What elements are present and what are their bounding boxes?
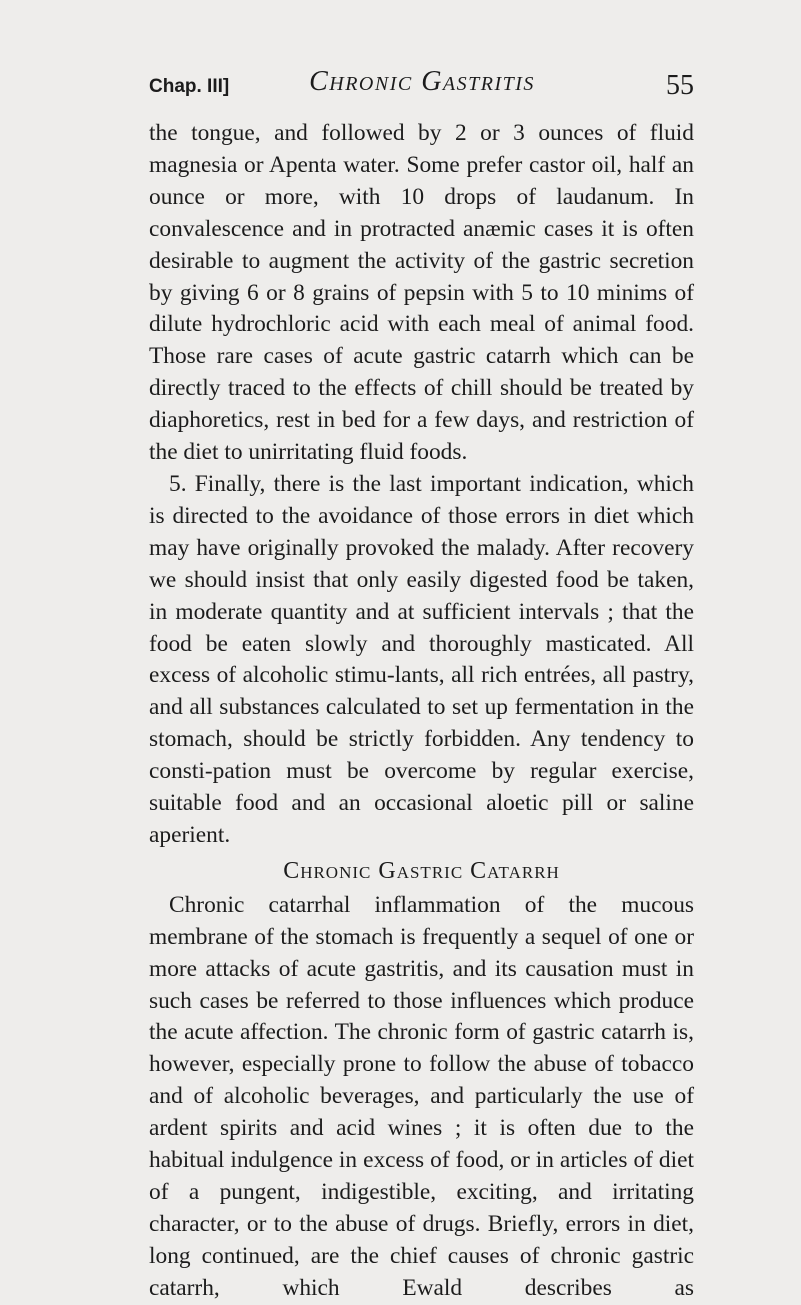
- page-number: 55: [666, 70, 694, 101]
- chapter-label: Chap. III]: [149, 76, 230, 97]
- section-heading: Chronic Gastric Catarrh: [283, 857, 560, 884]
- paragraph-chronic-catarrh: Chronic catarrhal inflammation of the mucous membrane of the stomach is frequently a sequel of one or more attacks of acute gastritis, and its causation must in such cases be referred to those influences which produce the acute affection. The chronic form of gastric catarrh is, however, especially prone to follow the abuse of tobacco and of alcoholic beverages, and particularly the use of ardent spirits and acid wines ; it is often due to the habitual indulgence in excess of food, or in articles of diet of a pungent, indigestible, exciting, and irritating character, or to the abuse of drugs. Briefly, errors in diet, long continued, are the chief causes of chronic gastric catarrh, which Ewald describes as: [149, 891, 694, 1301]
- running-head: [149, 66, 694, 106]
- running-title: Chronic Gastritis: [309, 66, 535, 97]
- paragraph-indication-5: 5. Finally, there is the last important indication, which is directed to the avoidance of those errors in diet which may have originally provoked the malady. After recovery we should insist that only easily digested food be taken, in moderate quantity and at sufficient intervals ; that the food be eaten slowly and thoroughly masticated. All excess of alcoholic stimu-lants, all rich entrées, all pastry, and all substances calculated to set up fermentation in the stomach, should be strictly forbidden. Any tendency to consti-pation must be overcome by regular exercise, suitable food and an occasional aloetic pill or saline aperient.: [149, 470, 694, 848]
- paragraph-continued: the tongue, and followed by 2 or 3 ounces of fluid magnesia or Apenta water. Some prefer castor oil, half an ounce or more, with 10 drops of laudanum. In convalescence and in protracted anæmic cases it is often desirable to augment the activity of the gastric secretion by giving 6 or 8 grains of pepsin with 5 to 10 minims of dilute hydrochloric acid with each meal of animal food. Those rare cases of acute gastric catarrh which can be directly traced to the effects of chill should be treated by diaphoretics, rest in bed for a few days, and restriction of the diet to unirritating fluid foods.: [149, 120, 694, 466]
- body-text: [149, 118, 694, 1305]
